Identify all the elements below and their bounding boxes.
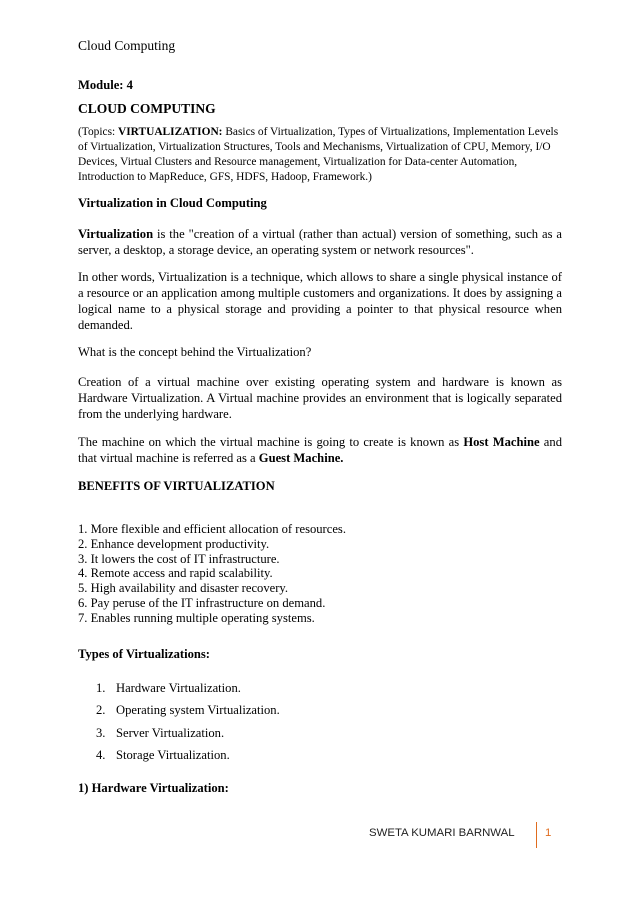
types-list xyxy=(96,680,280,769)
list-number: 2. xyxy=(96,703,106,718)
topics-bold: VIRTUALIZATION: xyxy=(118,126,223,138)
topics-rest: Basics of Virtualization, Types of Virtualizations, Implementation Levels of Virtualization, Virtualization Structures, Tools and Mechanisms, Virtualization of CPU, Memory, I/O Devices, Virtual Clusters and Resource management, Virtualization for Data-center Automation, Introduction to MapReduce, GFS, HDFS, Hadoop, Framework.) xyxy=(78,126,559,183)
page-number: 1 xyxy=(545,827,552,839)
topics-paragraph xyxy=(78,125,562,185)
host-text-1: The machine on which the virtual machine is going to create is known as xyxy=(78,435,464,449)
list-item: 7. Enables running multiple operating systems. xyxy=(78,610,315,625)
paragraph-creation: Creation of a virtual machine over existing operating system and hardware is known as Hardware Virtualization. A Virtual machine provides an environment that is logically separated from the underlying hardware. xyxy=(78,375,562,421)
paragraph-host-guest xyxy=(78,434,562,466)
list-item: 3. It lowers the cost of IT infrastructure. xyxy=(78,551,280,566)
list-item: 4. Remote access and rapid scalability. xyxy=(78,566,273,581)
hardware-virtualization-heading: 1) Hardware Virtualization: xyxy=(78,781,229,795)
definition-text: is the "creation of a virtual (rather than actual) version of something, such as a server, a desktop, a storage device, an operating system or network resources". xyxy=(78,227,562,257)
paragraph-definition xyxy=(78,226,562,258)
list-item: 6. Pay peruse of the IT infrastructure on demand. xyxy=(78,595,326,610)
definition-term: Virtualization xyxy=(78,227,154,241)
section-heading-virtualization: Virtualization in Cloud Computing xyxy=(78,196,267,210)
list-item xyxy=(96,725,280,747)
list-item: 2. Enhance development productivity. xyxy=(78,536,270,551)
footer-author: SWETA KUMARI BARNWAL xyxy=(369,827,515,839)
paragraph-question: What is the concept behind the Virtualization? xyxy=(78,345,312,359)
guest-machine-term: Guest Machine. xyxy=(258,451,344,465)
list-label: Storage Virtualization. xyxy=(116,747,230,762)
benefits-heading: BENEFITS OF VIRTUALIZATION xyxy=(78,479,275,493)
paragraph-other-words: In other words, Virtualization is a technique, which allows to share a single physical instance of a resource or an application among multiple customers and organizations. It does by assigning a logical name to a physical storage and providing a pointer to that physical resource when demanded. xyxy=(78,270,562,332)
list-item xyxy=(96,702,280,724)
list-item: 5. High availability and disaster recovery. xyxy=(78,581,289,596)
footer-divider xyxy=(536,822,537,848)
running-header: Cloud Computing xyxy=(78,38,176,53)
list-item: 1. More flexible and efficient allocation of resources. xyxy=(78,522,346,536)
list-label: Hardware Virtualization. xyxy=(116,681,241,695)
list-number: 4. xyxy=(96,747,106,762)
benefits-list xyxy=(78,522,346,626)
host-text-2: and that virtual machine is referred as a xyxy=(78,435,562,465)
list-label: Server Virtualization. xyxy=(116,725,225,740)
list-number: 3. xyxy=(96,725,106,740)
topics-open: (Topics: xyxy=(78,126,119,138)
list-label: Operating system Virtualization. xyxy=(116,703,280,718)
types-heading: Types of Virtualizations: xyxy=(78,647,210,661)
list-number: 1. xyxy=(96,681,106,695)
list-item xyxy=(96,680,280,702)
host-machine-term: Host Machine xyxy=(463,435,540,449)
module-label: Module: 4 xyxy=(78,78,133,92)
list-item xyxy=(96,747,280,769)
course-title: CLOUD COMPUTING xyxy=(78,101,216,116)
